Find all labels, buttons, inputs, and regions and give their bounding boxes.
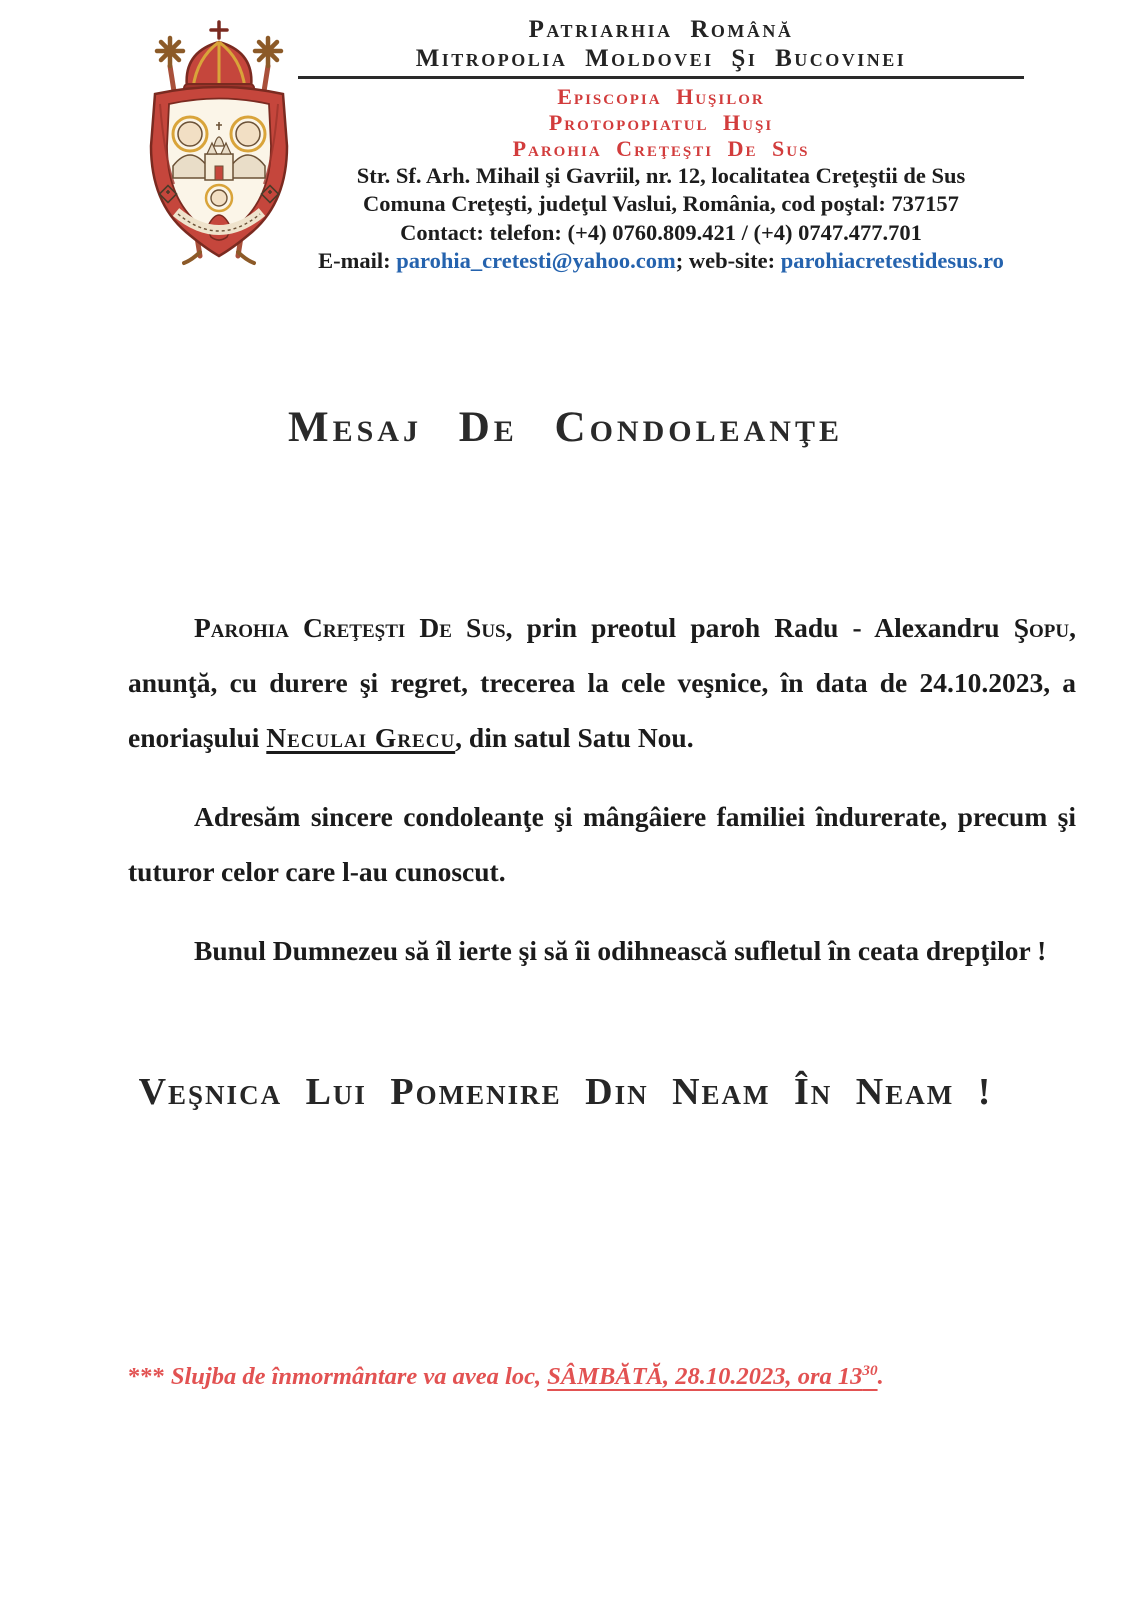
address-line-1: Str. Sf. Arh. Mihail şi Gavriil, nr. 12, localitatea Creţeştii de Sus	[356, 162, 966, 188]
priest-name: Şopu	[1013, 612, 1070, 644]
condolence-paragraph: Adresăm sincere condoleanţe şi mângâiere familiei îndurerate, precum şi tuturor celor care l-au cunoscut.	[128, 801, 1076, 888]
metropolis-title: Mitropolia Moldovei Şi Bucovinei	[415, 44, 907, 72]
funeral-service-note	[128, 1362, 884, 1391]
document-body	[0, 600, 1131, 978]
announcement-text-b: , anunţă, cu durere şi regret, trecerea la cele veşnice, în data de 24.10.2023, a enoriaşului	[128, 612, 1076, 754]
service-date: SÂMBĂTĂ, 28.10.2023, ora $13^{30}$	[547, 1362, 878, 1391]
email-website-line	[298, 247, 1024, 275]
asterisks: ***	[128, 1363, 165, 1391]
letterhead-text	[298, 16, 1024, 275]
announcement-paragraph	[128, 600, 1076, 765]
service-text: Slujba de înmormântare va avea loc,	[170, 1363, 548, 1391]
prayer-paragraph: Bunul Dumnezeu să îl ierte şi să îi odihnească sufletul în ceata drepţilor !	[194, 935, 1047, 967]
announcement-text-c: , din satul Satu Nou.	[455, 722, 694, 754]
deceased-name: Neculai Grecu	[266, 722, 456, 754]
parish-title: Parohia Creţeşti De Sus	[512, 135, 810, 161]
separator: ;	[675, 247, 684, 273]
website-link[interactable]: parohiacretestidesus.ro	[780, 247, 1004, 273]
parish-name-text: Parohia Creţeşti De Sus	[194, 612, 506, 644]
email-link[interactable]: parohia_cretesti@yahoo.com	[396, 247, 676, 273]
website-label: web-site:	[688, 247, 776, 273]
period: .	[877, 1363, 884, 1391]
announcement-text-a: , prin preotul paroh Radu - Alexandru	[505, 612, 1014, 644]
letterhead	[0, 0, 1131, 275]
address-line-2: Comuna Creţeşti, judeţul Vaslui, România, cod poştal: 737157	[363, 191, 959, 217]
contact-line: Contact: telefon: (+4) 0760.809.421 / (+4) 0747.477.701	[400, 219, 922, 245]
diocese-title: Episcopia Huşilor	[557, 84, 765, 109]
parish-coat-of-arms-icon	[126, 12, 312, 272]
memorial-line: Veşnica Lui Pomenire Din Neam În Neam !	[138, 1071, 993, 1114]
document-title: Mesaj De Condoleanţe	[288, 404, 843, 452]
service-time-superscript: 30	[862, 1362, 878, 1379]
patriarchate-title: Patriarhia Română	[528, 16, 794, 43]
header-divider	[298, 76, 1024, 79]
deanery-title: Protopopiatul Huşi	[548, 109, 774, 135]
email-label: E-mail:	[318, 247, 391, 273]
